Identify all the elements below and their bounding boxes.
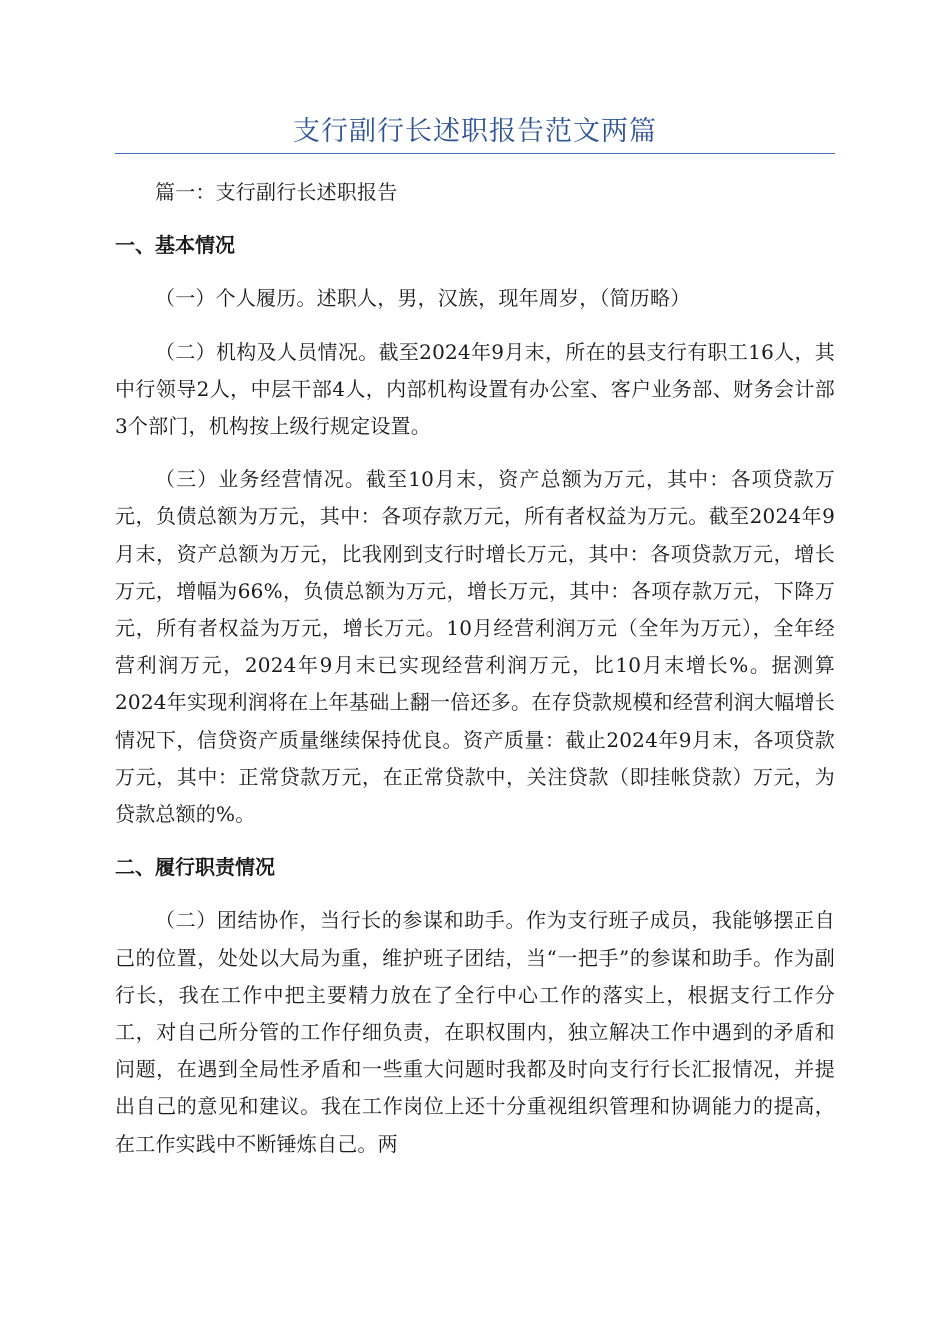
document-subtitle: 篇一：支行副行长述职报告 <box>155 180 398 204</box>
document-title: 支行副行长述职报告范文两篇 <box>293 116 657 147</box>
title-underline <box>115 153 835 154</box>
document-body <box>115 174 835 1179</box>
paragraph-organization-staff: （二）机构及人员情况。截至2024年9月末，所在的县支行有职工16人，其中行领导2人，中层干部4人，内部机构设置有办公室、客户业务部、财务会计部3个部门，机构按上级行规定设置。 <box>115 339 835 439</box>
paragraph-teamwork: （二）团结协作，当行长的参谋和助手。作为支行班子成员，我能够摆正自己的位置，处处以大局为重，维护班子团结，当“一把手”的参谋和助手。作为副行长，我在工作中把主要精力放在了全行中心工作的落实上，根据支行工作分工，对自己所分管的工作仔细负责，在职权围内，独立解决工作中遇到的矛盾和问题，在遇到全局性矛盾和一些重大问题时我都及时向支行行长汇报情况，并提出自己的意见和建议。我在工作岗位上还十分重视组织管理和协调能力的提高，在工作实践中不断锤炼自己。两 <box>115 908 835 1156</box>
paragraph-business-operations: （三）业务经营情况。截至10月末，资产总额为万元，其中：各项贷款万元，负债总额为万元，其中：各项存款万元，所有者权益为万元。截至2024年9月末，资产总额为万元，比我刚到支行时增长万元，其中：各项贷款万元，增长万元，增幅为66%，负债总额为万元，增长万元，其中：各项存款万元，下降万元，所有者权益为万元，增长万元。10月经营利润万元（全年为万元），全年经营利润万元，2024年9月末已实现经营利润万元，比10月末增长%。据测算2024年实现利润将在上年基础上翻一倍还多。在存贷款规模和经营利润大幅增长情况下，信贷资产质量继续保持优良。资产质量：截止2024年9月末，各项贷款万元，其中：正常贷款万元，在正常贷款中，关注贷款（即挂帐贷款）万元，为贷款总额的%。 <box>115 467 835 827</box>
section-heading-duties: 二、履行职责情况 <box>115 855 275 880</box>
section-heading-basic-info: 一、基本情况 <box>115 233 235 258</box>
paragraph-personal-resume: （一）个人履历。述职人，男，汉族，现年周岁，（简历略） <box>155 286 691 311</box>
